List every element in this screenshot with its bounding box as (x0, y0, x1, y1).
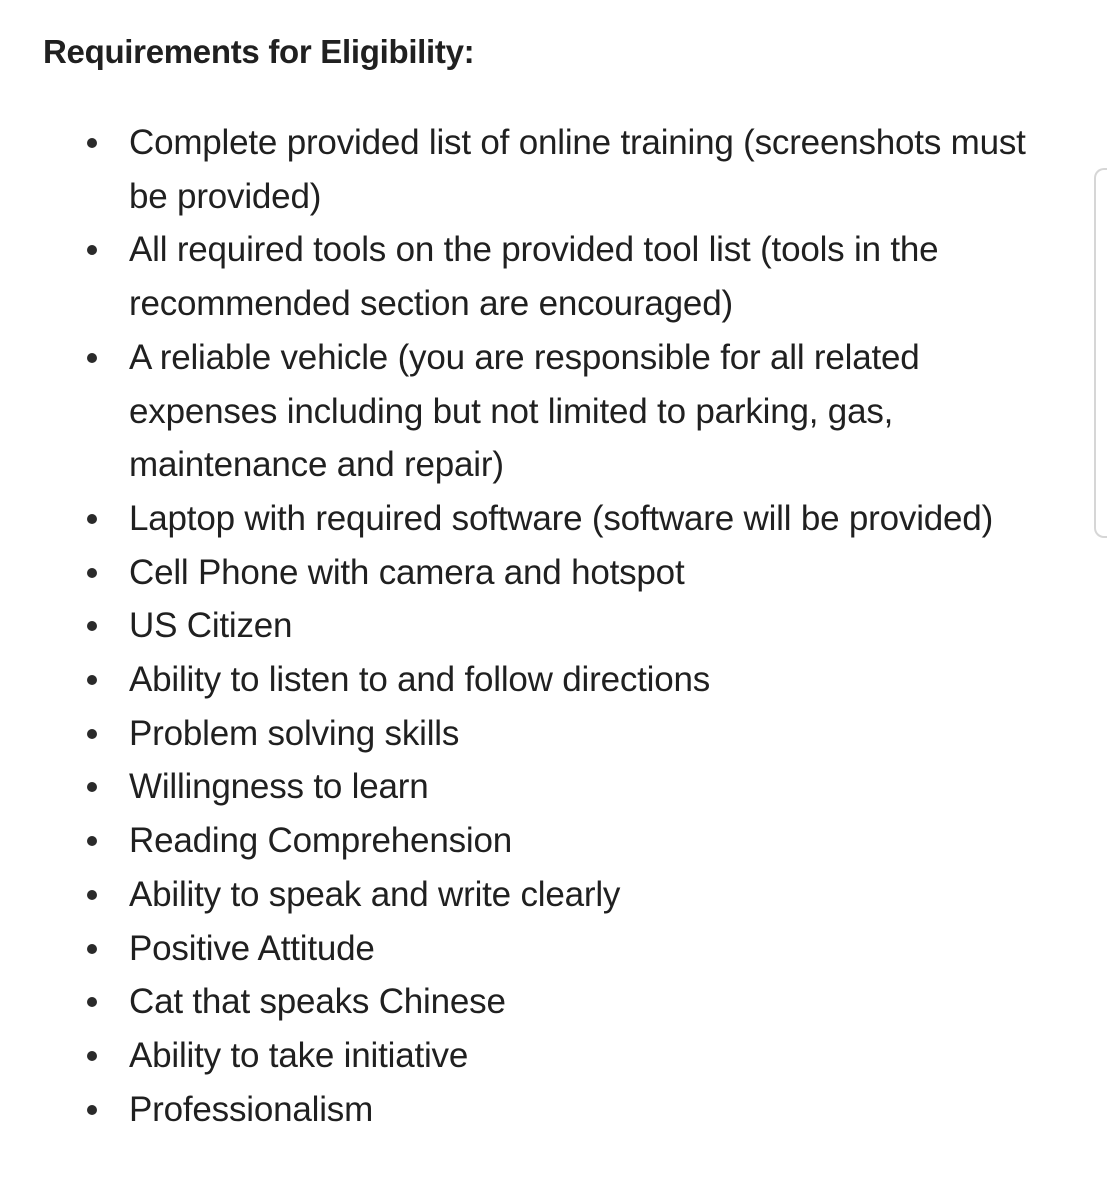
requirement-text: Positive Attitude (129, 928, 375, 968)
list-item (0, 492, 1060, 546)
requirement-text: US Citizen (129, 606, 293, 646)
bullet-icon (87, 514, 97, 524)
requirements-list (0, 116, 1060, 1136)
list-item (0, 922, 1060, 976)
bullet-icon (87, 353, 97, 363)
bullet-icon (87, 1105, 97, 1115)
list-item (0, 546, 1060, 600)
list-item (0, 868, 1060, 922)
bullet-icon (87, 997, 97, 1007)
requirement-text: Ability to speak and write clearly (129, 874, 621, 914)
list-item (0, 653, 1060, 707)
page-title: Requirements for Eligibility: (43, 33, 475, 70)
requirement-text: A reliable vehicle (you are responsible for all related expenses including but not limited to parking, gas, maintenance and repair) (129, 337, 920, 485)
requirement-text: Laptop with required software (software will be provided) (129, 498, 994, 538)
requirement-text: Professionalism (129, 1089, 374, 1129)
bullet-icon (87, 890, 97, 900)
requirement-text: Reading Comprehension (129, 821, 512, 861)
list-item (0, 223, 1060, 330)
bullet-icon (87, 836, 97, 846)
list-item (0, 599, 1060, 653)
bullet-icon (87, 675, 97, 685)
list-item (0, 707, 1060, 761)
bullet-icon (87, 1051, 97, 1061)
bullet-icon (87, 944, 97, 954)
scroll-handle[interactable] (1094, 168, 1107, 538)
list-item (0, 1029, 1060, 1083)
bullet-icon (87, 245, 97, 255)
list-item (0, 331, 1060, 492)
requirement-text: Problem solving skills (129, 713, 460, 753)
list-item (0, 1083, 1060, 1137)
list-item (0, 116, 1060, 223)
requirement-text: Complete provided list of online training (screenshots must be provided) (129, 123, 1026, 216)
requirement-text: Ability to listen to and follow directions (129, 660, 711, 700)
list-item (0, 975, 1060, 1029)
requirement-text: Cell Phone with camera and hotspot (129, 552, 685, 592)
requirement-text: Willingness to learn (129, 767, 429, 807)
list-item (0, 760, 1060, 814)
requirement-text: Ability to take initiative (129, 1035, 469, 1075)
requirement-text: All required tools on the provided tool list (tools in the recommended section are encouraged) (129, 230, 939, 324)
bullet-icon (87, 138, 97, 148)
bullet-icon (87, 621, 97, 631)
list-item (0, 814, 1060, 868)
requirement-text: Cat that speaks Chinese (129, 982, 506, 1022)
bullet-icon (87, 729, 97, 739)
bullet-icon (87, 782, 97, 792)
bullet-icon (87, 568, 97, 578)
